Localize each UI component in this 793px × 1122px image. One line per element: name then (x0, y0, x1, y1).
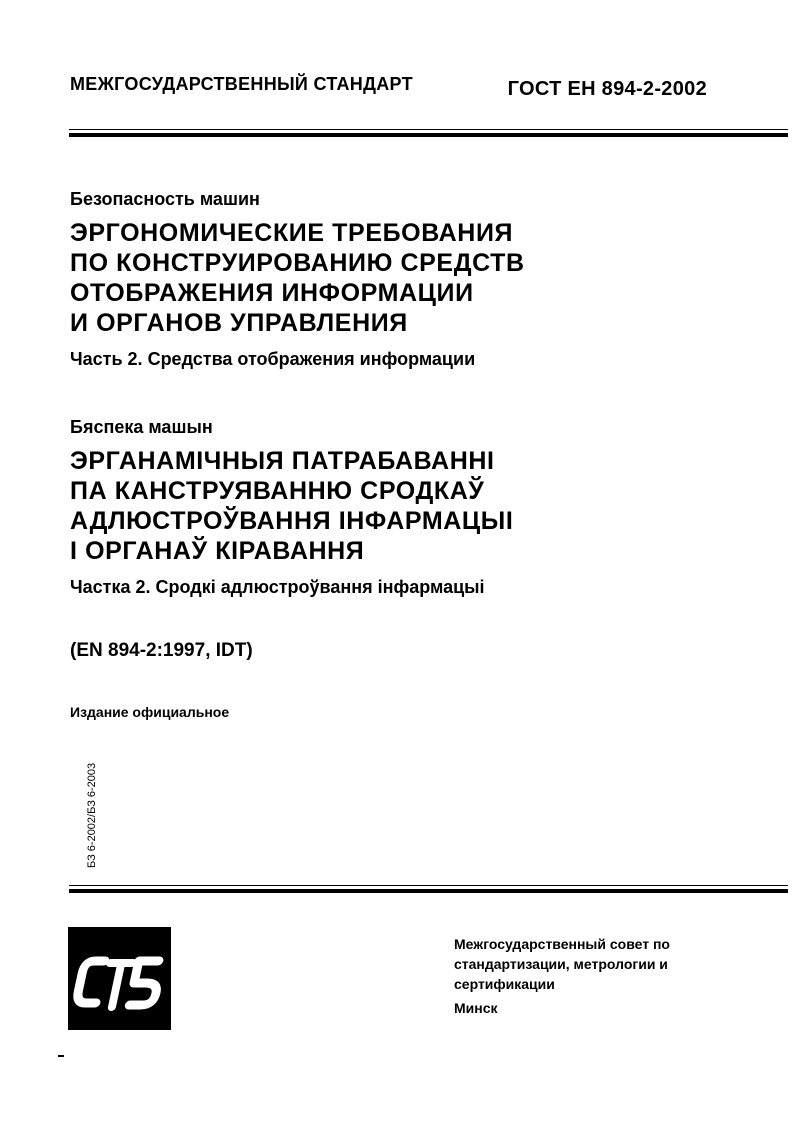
catalog-reference: БЗ 6-2002/БЗ 6-2003 (86, 762, 98, 868)
publisher-council (454, 934, 734, 994)
belarusian-title (70, 446, 750, 566)
edition-label: Издание официальное (70, 704, 230, 720)
belarusian-title-line: АДЛЮСТРОЎВАННЯ ІНФАРМАЦЫІ (70, 507, 514, 535)
council-line: стандартизации, метрологии и (454, 956, 668, 972)
belarusian-title-block (70, 416, 750, 598)
belarusian-title-line: І ОРГАНАЎ КІРАВАННЯ (70, 537, 365, 565)
footer-rule-thin (69, 885, 788, 886)
council-line: Межгосударственный совет по (454, 936, 670, 952)
russian-title-line: И ОРГАНОВ УПРАВЛЕНИЯ (70, 309, 408, 337)
russian-title-line: ЭРГОНОМИЧЕСКИЕ ТРЕБОВАНИЯ (70, 219, 514, 247)
header-standard-number: ГОСТ ЕН 894-2-2002 (507, 78, 707, 100)
russian-title-line: ПО КОНСТРУИРОВАНИЮ СРЕДСТВ (70, 249, 525, 277)
stb-logo-icon (68, 927, 171, 1030)
belarusian-part: Частка 2. Сродкі адлюстроўвання інфармацыі (70, 577, 485, 597)
council-line: сертификации (454, 976, 555, 992)
publisher-city: Минск (454, 1000, 498, 1016)
russian-part: Часть 2. Средства отображения информации (70, 349, 476, 369)
belarusian-subtitle: Бяспека машын (70, 417, 213, 437)
belarusian-title-line: ЭРГАНАМІЧНЫЯ ПАТРАБАВАННІ (70, 447, 495, 475)
russian-subtitle: Безопасность машин (70, 189, 260, 209)
identity-reference: (EN 894-2:1997, IDT) (70, 640, 253, 661)
header-rule-thin (69, 129, 788, 130)
belarusian-title-line: ПА КАНСТРУЯВАННЮ СРОДКАЎ (70, 477, 485, 505)
header-rule-thick (69, 133, 788, 137)
header-standard-type: МЕЖГОСУДАРСТВЕННЫЙ СТАНДАРТ (70, 74, 413, 94)
russian-title-block (70, 188, 750, 370)
russian-title (70, 218, 750, 338)
russian-title-line: ОТОБРАЖЕНИЯ ИНФОРМАЦИИ (70, 279, 474, 307)
scan-mark (58, 1055, 64, 1057)
footer-rule-thick (69, 889, 788, 893)
